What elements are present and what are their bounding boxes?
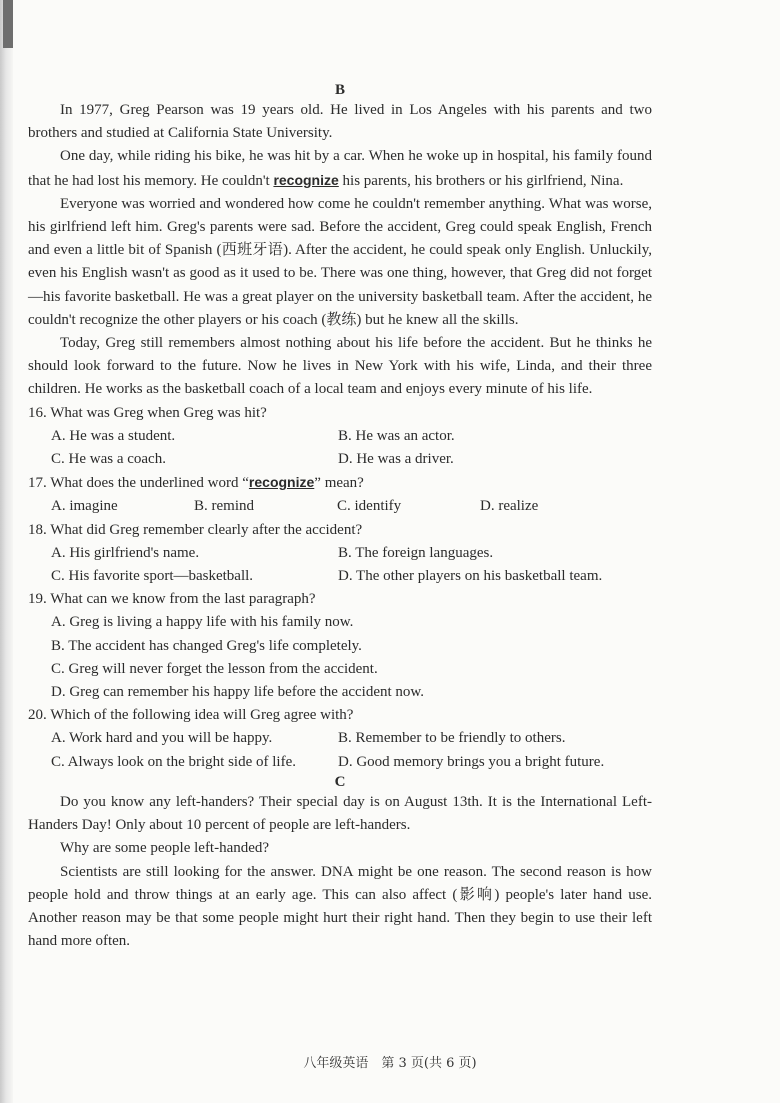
q18-option-c: C. His favorite sport—basketball.	[51, 568, 254, 585]
q18-option-d: D. The other players on his basketball team.	[338, 568, 603, 585]
q20-option-c: C. Always look on the bright side of life.	[51, 753, 296, 770]
question-18: 18. What did Greg remember clearly after the accident?	[28, 521, 363, 538]
section-b-heading: B	[334, 82, 345, 98]
q20-options-row-2	[28, 751, 652, 774]
q17-option-a: A. imagine	[51, 498, 118, 515]
scan-edge	[0, 0, 13, 1103]
q17-option-b: B. remind	[194, 498, 254, 515]
underlined-word: recognize	[273, 171, 339, 188]
q16-option-d: D. He was a driver.	[338, 451, 454, 468]
passage-c-paragraph-2: Why are some people left-handed?	[60, 840, 270, 857]
text: ” mean?	[314, 475, 364, 492]
text: his parents, his brothers or his girlfriend, Nina.	[338, 172, 624, 189]
q20-option-b: B. Remember to be friendly to others.	[338, 730, 566, 747]
question-17	[28, 471, 652, 495]
q19-option-a: A. Greg is living a happy life with his family now.	[51, 614, 354, 631]
q19-option-c: C. Greg will never forget the lesson from the accident.	[51, 660, 378, 677]
q16-options-row-2	[28, 448, 652, 471]
question-20: 20. Which of the following idea will Greg agree with?	[28, 707, 354, 724]
q18-option-a: A. His girlfriend's name.	[51, 544, 200, 561]
q20-option-a: A. Work hard and you will be happy.	[51, 730, 273, 747]
passage-b-paragraph-3: Everyone was worried and wondered how come he couldn't remember anything. What was worse, his girlfriend left him. Greg's parents were sad. Before the accident, Greg could speak English, French and even a little bit of Spanish (西班牙语). After the accident, he could speak only English. Unluckily, even his English wasn't as good as it used to be. There was one thing, however, that Greg did not forget—his favorite basketball. He was a great player on the university basketball team. After the accident, he couldn't recognize the other players or his coach (教练) but he knew all the skills.	[28, 195, 652, 328]
passage-c-paragraph-3: Scientists are still looking for the answer. DNA might be one reason. The second reason is how people hold and throw things at an early age. This can also affect (影响) people's later hand use. Another reason may be that some people might hurt their right hand. Then they begin to use their left hand more often.	[28, 863, 652, 950]
question-19: 19. What can we know from the last paragraph?	[28, 591, 316, 608]
q20-options-row-1	[28, 727, 652, 750]
passage-b-paragraph-2	[28, 145, 652, 192]
exam-page	[28, 82, 652, 953]
q17-options	[28, 495, 652, 518]
scan-mark	[3, 0, 13, 48]
passage-c-paragraph-1: Do you know any left-handers? Their special day is on August 13th. It is the International Left-Handers Day! Only about 10 percent of people are left-handers.	[28, 793, 652, 834]
section-c-heading: C	[334, 773, 346, 790]
q16-option-a: A. He was a student.	[51, 427, 176, 444]
question-16: 16. What was Greg when Greg was hit?	[28, 404, 267, 421]
q16-option-c: C. He was a coach.	[51, 451, 166, 468]
q17-option-c: C. identify	[337, 498, 402, 515]
passage-b-paragraph-4: Today, Greg still remembers almost nothing about his life before the accident. But he thinks he should look forward to the future. Now he lives in New York with his wife, Linda, and their three children. He works as the basketball coach of a local team and enjoys every minute of his life.	[28, 335, 652, 398]
text: 17. What does the underlined word “	[28, 475, 249, 492]
q18-option-b: B. The foreign languages.	[338, 544, 494, 561]
q19-option-b: B. The accident has changed Greg's life completely.	[51, 637, 362, 654]
passage-b-paragraph-1: In 1977, Greg Pearson was 19 years old. He lived in Los Angeles with his parents and two brothers and studied at California State University.	[28, 102, 652, 142]
q17-option-d: D. realize	[480, 498, 539, 515]
q20-option-d: D. Good memory brings you a bright future.	[338, 753, 605, 770]
q18-options-row-2	[28, 565, 652, 588]
q19-option-d: D. Greg can remember his happy life before the accident now.	[51, 684, 425, 701]
page-footer: 八年级英语 第 3 页(共 6 页)	[303, 1056, 477, 1071]
q18-options-row-1	[28, 542, 652, 565]
underlined-word: recognize	[248, 474, 315, 491]
text: One day, while riding his bike, he was hit by a car. When he woke up in hospital, his family found that he had lost his memory. He couldn't	[28, 148, 652, 189]
q16-options-row-1	[28, 425, 652, 448]
q16-option-b: B. He was an actor.	[338, 427, 455, 444]
